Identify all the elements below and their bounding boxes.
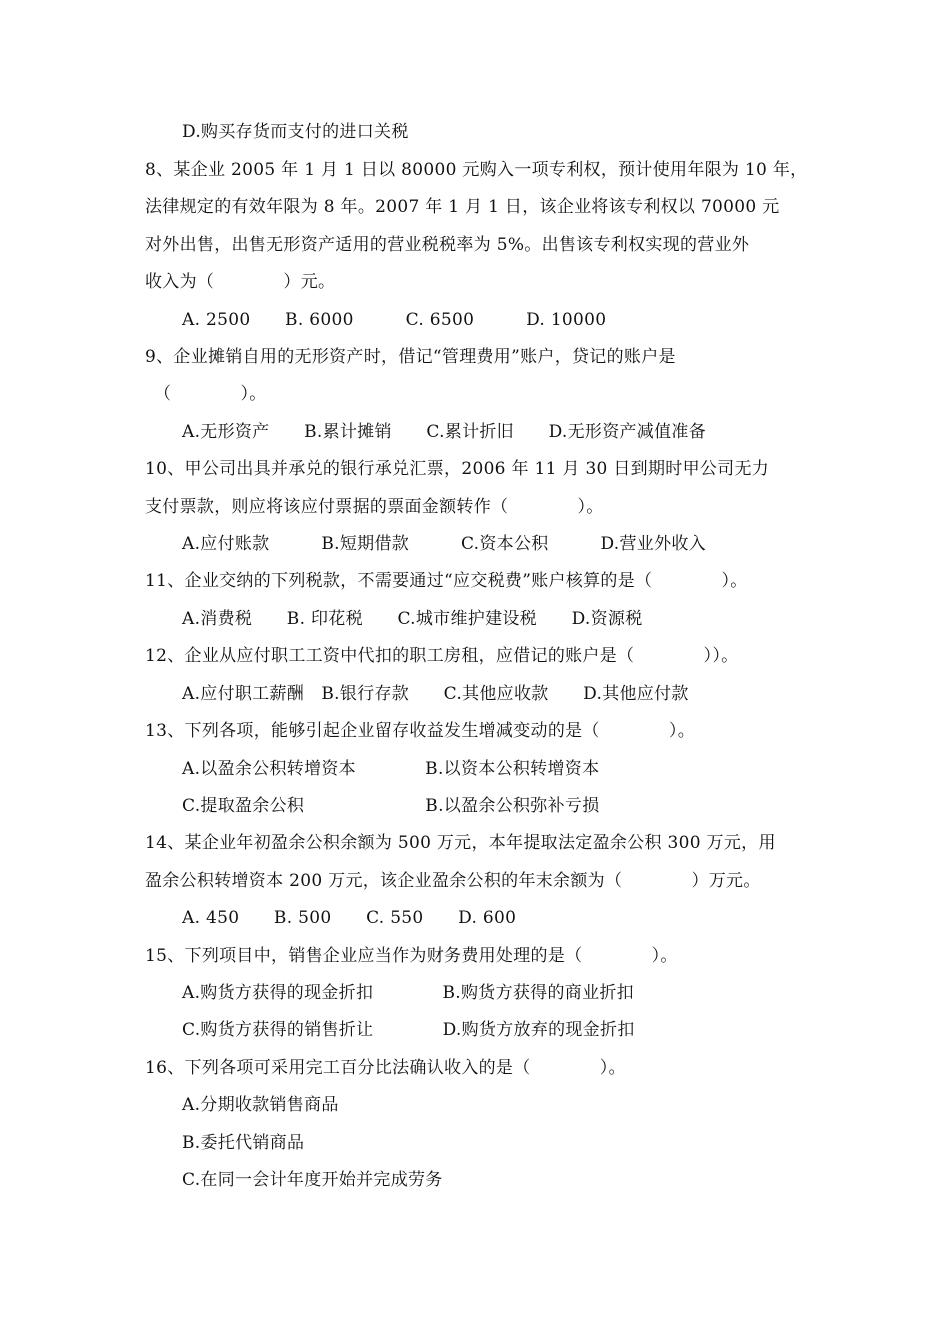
question-11-line-1: 11、企业交纳的下列税款，不需要通过“应交税费”账户核算的是（ ）。 bbox=[145, 571, 748, 591]
question-14-line-1: 14、某企业年初盈余公积余额为 500 万元，本年提取法定盈余公积 300 万元，用 bbox=[145, 833, 776, 853]
question-13-options-2: C.提取盈余公积 B.以盈余公积弥补亏损 bbox=[182, 796, 600, 816]
question-14-options: A. 450 B. 500 C. 550 D. 600 bbox=[182, 908, 517, 928]
question-10-options: A.应付账款 B.短期借款 C.资本公积 D.营业外收入 bbox=[182, 534, 707, 554]
question-11-options: A.消费税 B. 印花税 C.城市维护建设税 D.资源税 bbox=[182, 609, 643, 629]
question-16-option-a: A.分期收款销售商品 bbox=[182, 1095, 339, 1115]
question-12-options: A.应付职工薪酬 B.银行存款 C.其他应收款 D.其他应付款 bbox=[182, 684, 689, 704]
question-15-line-1: 15、下列项目中，销售企业应当作为财务费用处理的是（ ）。 bbox=[145, 946, 678, 966]
question-9-line-1: 9、企业摊销自用的无形资产时，借记“管理费用”账户，贷记的账户是 bbox=[145, 347, 676, 367]
question-8-options: A. 2500 B. 6000 C. 6500 D. 10000 bbox=[182, 310, 607, 330]
question-16-option-b: B.委托代销商品 bbox=[182, 1133, 305, 1153]
question-10-line-2: 支付票款，则应将该应付票据的票面金额转作（ ）。 bbox=[145, 497, 604, 517]
question-15-options-2: C.购货方获得的销售折让 D.购货方放弃的现金折扣 bbox=[182, 1020, 635, 1040]
question-16-line-1: 16、下列各项可采用完工百分比法确认收入的是（ ）。 bbox=[145, 1058, 626, 1078]
question-12-line-1: 12、企业从应付职工工资中代扣的职工房租，应借记的账户是（ ））。 bbox=[145, 646, 739, 666]
question-16-option-c: C.在同一会计年度开始并完成劳务 bbox=[182, 1170, 443, 1190]
question-9-line-2: （ ）。 bbox=[154, 384, 267, 404]
question-8-line-4: 收入为（ ）元。 bbox=[145, 272, 336, 292]
question-8-line-2: 法律规定的有效年限为 8 年。2007 年 1 月 1 日，该企业将该专利权以 70000 元 bbox=[145, 197, 780, 217]
question-10-line-1: 10、甲公司出具并承兑的银行承兑汇票，2006 年 11 月 30 日到期时甲公司无力 bbox=[145, 459, 770, 479]
question-14-line-2: 盈余公积转增资本 200 万元，该企业盈余公积的年末余额为（ ）万元。 bbox=[145, 871, 761, 891]
question-8-line-1: 8、某企业 2005 年 1 月 1 日以 80000 元购入一项专利权，预计使用年限为 10 年， bbox=[145, 160, 808, 180]
question-13-options-1: A.以盈余公积转增资本 B.以资本公积转增资本 bbox=[182, 759, 600, 779]
question-13-line-1: 13、下列各项，能够引起企业留存收益发生增减变动的是（ ）。 bbox=[145, 721, 696, 741]
question-9-options: A.无形资产 B.累计摊销 C.累计折旧 D.无形资产减值准备 bbox=[182, 422, 707, 442]
option-line-q7-d: D.购买存货而支付的进口关税 bbox=[182, 122, 409, 142]
question-15-options-1: A.购货方获得的现金折扣 B.购货方获得的商业折扣 bbox=[182, 983, 634, 1003]
question-8-line-3: 对外出售，出售无形资产适用的营业税税率为 5%。出售该专利权实现的营业外 bbox=[145, 235, 750, 255]
